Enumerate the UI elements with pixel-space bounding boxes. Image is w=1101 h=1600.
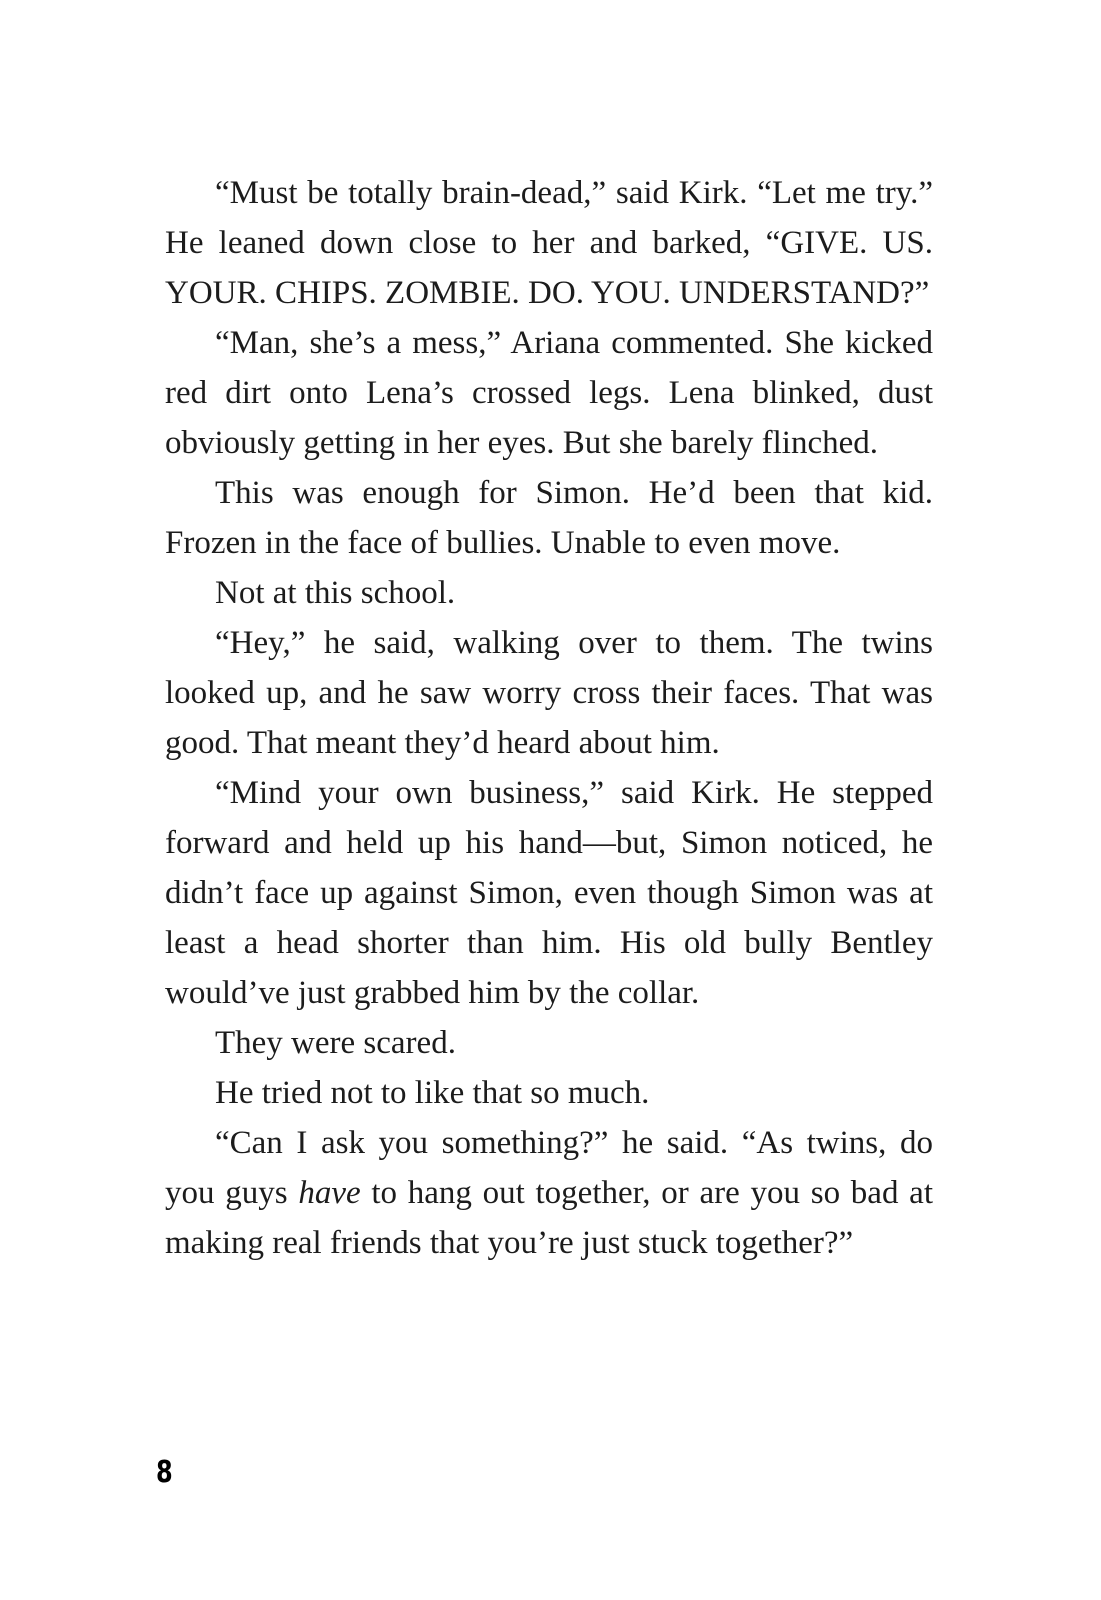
paragraph: “Man, she’s a mess,” Ariana commented. She kicked red dirt onto Lena’s crossed legs. Lena blinked, dust obviously getting in her eyes. But she barely flinched.: [165, 325, 933, 461]
paragraph: They were scared.: [215, 1025, 456, 1061]
paragraph: This was enough for Simon. He’d been that kid. Frozen in the face of bullies. Unable to even move.: [165, 475, 933, 561]
paragraph-text: “Can I ask you something?” he said. “As twins, do you guys: [165, 1125, 933, 1211]
italic-emphasis: have: [298, 1175, 361, 1211]
paragraph: “Hey,” he said, walking over to them. The twins looked up, and he saw worry cross their faces. That was good. That meant they’d heard about him.: [165, 625, 933, 761]
body-text: [165, 168, 933, 1268]
paragraph: “Mind your own business,” said Kirk. He stepped forward and held up his hand—but, Simon noticed, he didn’t face up against Simon, even though Simon was at least a head shorter than him. His old bully Bentley would’ve just grabbed him by the collar.: [165, 775, 933, 1011]
paragraph: “Must be totally brain-dead,” said Kirk. “Let me try.” He leaned down close to her and barked, “GIVE. US. YOUR. CHIPS. ZOMBIE. DO. YOU. UNDERSTAND?”: [165, 175, 933, 311]
paragraph-text: to hang out together, or are you so bad at making real friends that you’re just stuck together?”: [165, 1175, 933, 1261]
paragraph: He tried not to like that so much.: [215, 1075, 650, 1111]
paragraph: [165, 1118, 933, 1268]
page-number: 8: [156, 1455, 173, 1490]
paragraph: Not at this school.: [215, 575, 456, 611]
